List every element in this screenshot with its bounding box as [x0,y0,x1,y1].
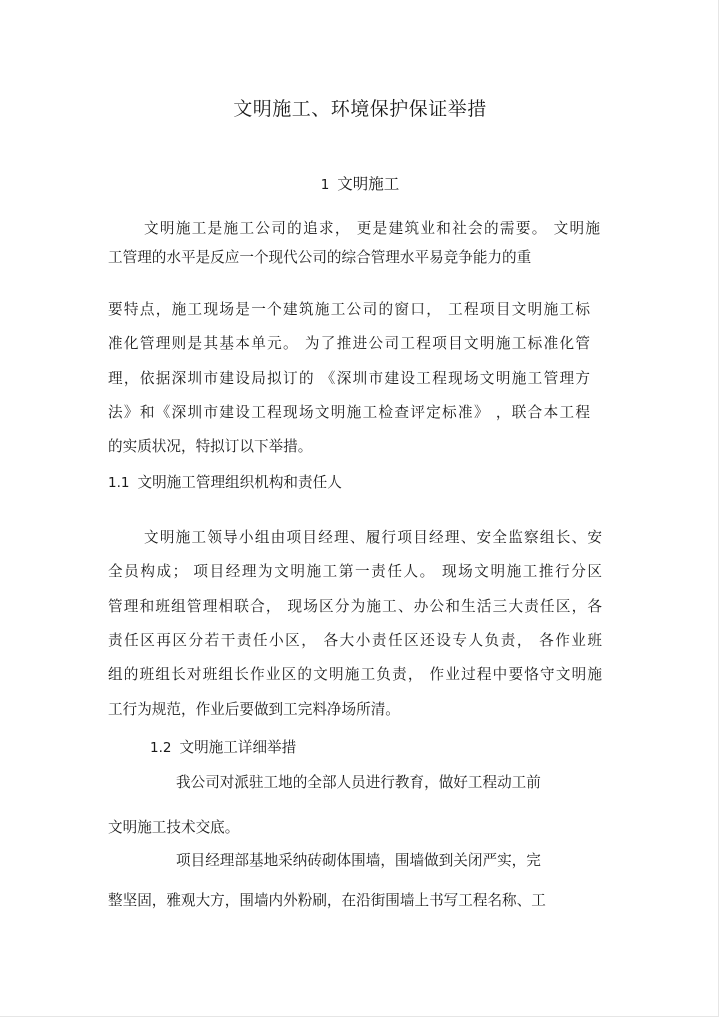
para3-line-5: 组的班组长对班组长作业区的文明施工负责， 作业过程中要恪守文明施 [108,666,602,683]
para4-line-2: 文明施工技术交底。 [108,819,240,836]
para2-line-3: 理，依据深圳市建设局拟订的 《深圳市建设工程现场文明施工管理方 [108,370,590,387]
para3-line-6: 工行为规范，作业后要做到工完料净场所清。 [108,701,400,718]
para3-line-2: 全员构成； 项目经理为文明施工第一责任人。 现场文明施工推行分区 [108,563,602,580]
section-1-2-heading [150,738,296,758]
para2-line-2: 准化管理则是其基本单元。 为了推进公司工程项目文明施工标准化管 [108,335,590,352]
para3-line-4: 责任区再区分若干责任小区， 各大小责任区还设专人负责， 各作业班 [108,632,602,649]
document-title: 文明施工、环境保护保证举措 [233,98,487,120]
section-1-1-number: 1.1 [108,475,130,491]
para3-line-3: 管理和班组管理相联合， 现场区分为施工、办公和生活三大责任区，各 [108,598,602,615]
section-1-2-title: 文明施工详细举措 [179,739,297,756]
para4-line-1: 我公司对派驻工地的全部人员进行教育，做好工程动工前 [176,774,541,791]
para2-line-5: 的实质状况，特拟订以下举措。 [108,438,313,455]
section-1-number: 1 [320,177,330,193]
section-1-2-number: 1.2 [150,740,172,756]
para1-line-1: 文明施工是施工公司的追求， 更是建筑业和社会的需要。 文明施 [144,220,600,237]
section-1-title: 文明施工 [337,175,400,193]
section-1-1-heading [108,473,342,493]
para1-line-2: 工管理的水平是反应一个现代公司的综合管理水平易竞争能力的重 [108,249,532,266]
para5-line-2: 整坚固，雅观大方，围墙内外粉刷，在沿街围墙上书写工程名称、工 [108,892,546,909]
section-1-heading [0,173,720,196]
para2-line-1: 要特点，施工现场是一个建筑施工公司的窗口， 工程项目文明施工标 [108,301,590,318]
para2-line-4: 法》和《深圳市建设工程现场文明施工检查评定标准》 ，联合本工程 [108,404,590,421]
section-1-1-title: 文明施工管理组织机构和责任人 [137,474,342,491]
para5-line-1: 项目经理部基地采纳砖砌体围墙，围墙做到关闭严实，完 [176,852,541,869]
para3-line-1: 文明施工领导小组由项目经理、履行项目经理、安全监察组长、安 [144,529,602,546]
